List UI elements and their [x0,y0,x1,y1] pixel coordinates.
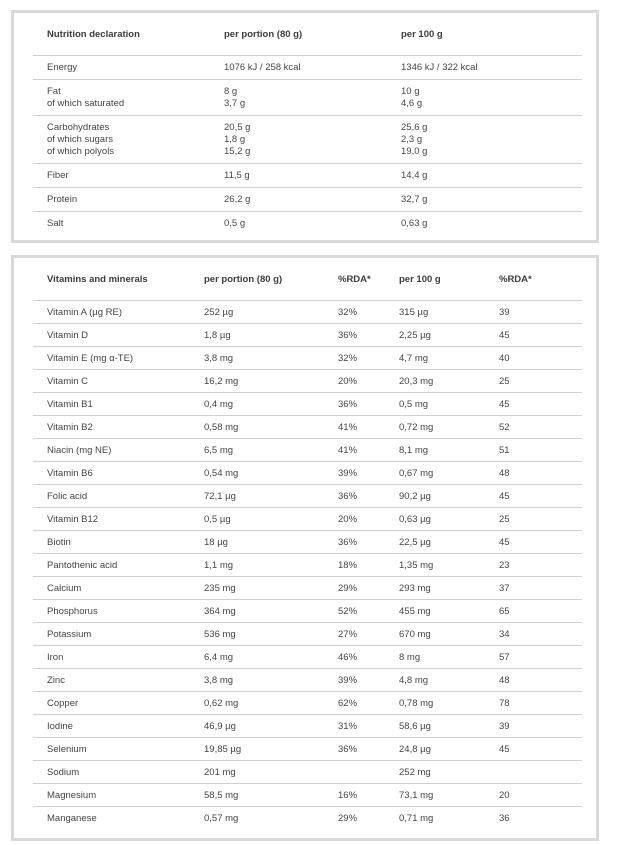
nutrition-row [33,164,582,188]
vitamin-row [33,715,582,738]
nutrient-value: 10 g [401,86,420,97]
per-100g-value: 2,25 µg [399,330,431,341]
rda-100g-value: 25 [499,376,510,387]
vitamin-name: Vitamin B12 [47,514,99,525]
rda-100g-value: 25 [499,514,510,525]
per-100g-value: 8 mg [399,652,421,663]
nutrient-label: of which polyols [47,146,115,157]
vitamin-row [33,623,582,646]
vitamin-row [33,439,582,462]
rda-portion-value: 36% [338,537,358,548]
vitamin-name: Biotin [47,537,71,548]
nutrient-label: of which saturated [47,98,125,109]
vitamin-row [33,600,582,623]
per-portion-value: 252 µg [204,307,234,318]
per-portion-value: 0,5 µg [204,514,231,525]
per-portion-value: 18 µg [204,537,228,548]
rda-portion-value: 46% [338,652,358,663]
per-100g-value: 22,5 µg [399,537,431,548]
column-header: Vitamins and minerals [47,274,148,285]
column-header: per portion (80 g) [224,29,303,40]
per-100g-value: 0,67 mg [399,468,434,479]
vitamin-row [33,646,582,669]
rda-portion-value: 36% [338,399,358,410]
nutrient-value: 0,63 g [401,218,428,229]
per-100g-value: 90,2 µg [399,491,431,502]
per-100g-value: 73,1 mg [399,790,434,801]
per-100g-value: 0,72 mg [399,422,434,433]
per-100g-value: 0,5 mg [399,399,429,410]
rda-100g-value: 45 [499,537,510,548]
vitamin-name: Selenium [47,744,87,755]
vitamin-name: Vitamin C [47,376,89,387]
rda-100g-value: 37 [499,583,510,594]
rda-portion-value: 32% [338,353,358,364]
vitamin-name: Vitamin E (mg α-TE) [47,353,134,364]
rda-100g-value: 48 [499,468,510,479]
vitamin-name: Folic acid [47,491,88,502]
rda-100g-value: 34 [499,629,510,640]
vitamin-name: Copper [47,698,79,709]
vitamin-name: Niacin (mg NE) [47,445,112,456]
vitamin-row [33,416,582,439]
column-header: %RDA* [338,274,371,285]
nutrient-label: of which sugars [47,134,114,145]
rda-portion-value: 29% [338,583,358,594]
per-portion-value: 0,4 mg [204,399,234,410]
rda-100g-value: 52 [499,422,510,433]
vitamin-row [33,393,582,416]
per-100g-value: 58,6 µg [399,721,431,732]
vitamin-row [33,738,582,761]
rda-portion-value: 36% [338,330,358,341]
per-portion-value: 16,2 mg [204,376,239,387]
per-100g-value: 670 mg [399,629,431,640]
vitamin-name: Iron [47,652,64,663]
nutrient-label: Protein [47,194,78,205]
rda-100g-value: 23 [499,560,510,571]
per-100g-value: 4,7 mg [399,353,429,364]
vitamin-name: Pantothenic acid [47,560,118,571]
rda-100g-value: 39 [499,307,510,318]
vitamin-row [33,485,582,508]
nutrient-value: 0,5 g [224,218,246,229]
vitamin-row [33,462,582,485]
rda-portion-value: 41% [338,422,358,433]
per-100g-value: 8,1 mg [399,445,429,456]
nutrient-value: 20,5 g [224,122,251,133]
per-100g-value: 0,63 µg [399,514,431,525]
per-portion-value: 0,57 mg [204,813,239,824]
rda-100g-value: 36 [499,813,510,824]
rda-portion-value: 27% [338,629,358,640]
vitamins-minerals-table [11,255,599,841]
per-100g-value: 0,71 mg [399,813,434,824]
nutrient-value: 3,7 g [224,98,246,109]
nutrient-value: 19,0 g [401,146,428,157]
rda-portion-value: 36% [338,744,358,755]
vitamin-row [33,554,582,577]
per-portion-value: 0,58 mg [204,422,239,433]
vitamin-row [33,577,582,600]
vitamin-name: Magnesium [47,790,97,801]
vitamin-row [33,692,582,715]
rda-100g-value: 40 [499,353,510,364]
rda-100g-value: 45 [499,399,510,410]
per-portion-value: 72,1 µg [204,491,236,502]
rda-portion-value: 41% [338,445,358,456]
rda-portion-value: 16% [338,790,358,801]
column-header: per portion (80 g) [204,274,283,285]
per-portion-value: 46,9 µg [204,721,236,732]
per-portion-value: 0,54 mg [204,468,239,479]
per-portion-value: 3,8 mg [204,675,234,686]
per-portion-value: 235 mg [204,583,236,594]
nutrient-value: 4,6 g [401,98,423,109]
nutrient-value: 11,5 g [224,170,250,181]
vitamin-name: Vitamin B6 [47,468,93,479]
vitamin-name: Phosphorus [47,606,98,617]
nutrition-row [33,56,582,80]
vitamin-row [33,669,582,692]
vitamin-name: Calcium [47,583,82,594]
vitamin-name: Vitamin A (µg RE) [47,307,122,318]
vitamin-row [33,370,582,393]
nutrient-value: 14,4 g [401,170,428,181]
nutrition-row [33,212,582,235]
nutrient-value: 32,7 g [401,194,428,205]
nutrient-label: Energy [47,62,78,73]
rda-portion-value: 52% [338,606,358,617]
vitamin-row [33,761,582,784]
per-100g-value: 20,3 mg [399,376,434,387]
nutrient-value: 26,2 g [224,194,251,205]
rda-100g-value: 48 [499,675,510,686]
per-portion-value: 536 mg [204,629,236,640]
vitamin-name: Vitamin B1 [47,399,93,410]
vitamin-row [33,807,582,829]
vitamin-row [33,531,582,554]
rda-100g-value: 57 [499,652,510,663]
nutrient-value: 1076 kJ / 258 kcal [224,62,301,73]
rda-portion-value: 31% [338,721,358,732]
vitamin-name: Iodine [47,721,73,732]
rda-100g-value: 45 [499,330,510,341]
column-header: per 100 g [399,274,441,285]
nutrient-value: 1346 kJ / 322 kcal [401,62,478,73]
vitamins-header-row [33,258,582,301]
per-portion-value: 6,5 mg [204,445,234,456]
rda-100g-value: 39 [499,721,510,732]
rda-portion-value: 20% [338,376,358,387]
rda-portion-value: 62% [338,698,358,709]
per-100g-value: 455 mg [399,606,431,617]
nutrient-value: 2,3 g [401,134,423,145]
per-portion-value: 0,62 mg [204,698,239,709]
per-portion-value: 1,8 µg [204,330,231,341]
vitamin-row [33,347,582,370]
rda-100g-value: 51 [499,445,510,456]
nutrient-value: 8 g [224,86,238,97]
rda-portion-value: 18% [338,560,358,571]
nutrition-row [33,80,582,116]
vitamin-name: Manganese [47,813,97,824]
nutrient-label: Fiber [47,170,69,181]
rda-100g-value: 45 [499,744,510,755]
vitamin-row [33,508,582,531]
per-100g-value: 252 mg [399,767,431,778]
per-100g-value: 0,78 mg [399,698,434,709]
vitamin-row [33,324,582,347]
rda-100g-value: 45 [499,491,510,502]
nutrition-declaration-table [11,10,599,243]
per-portion-value: 1,1 mg [204,560,234,571]
rda-portion-value: 39% [338,675,358,686]
per-portion-value: 201 mg [204,767,236,778]
nutrient-value: 25,6 g [401,122,428,133]
vitamin-name: Vitamin B2 [47,422,93,433]
per-portion-value: 19,85 µg [204,744,242,755]
per-100g-value: 4,8 mg [399,675,429,686]
per-portion-value: 6,4 mg [204,652,234,663]
nutrient-label: Salt [47,218,64,229]
rda-100g-value: 78 [499,698,510,709]
nutrition-row [33,188,582,212]
per-portion-value: 364 mg [204,606,236,617]
rda-portion-value: 20% [338,514,358,525]
per-100g-value: 24,8 µg [399,744,431,755]
nutrient-label: Carbohydrates [47,122,110,133]
per-100g-value: 293 mg [399,583,431,594]
vitamin-row [33,784,582,807]
vitamin-name: Potassium [47,629,92,640]
vitamin-name: Zinc [47,675,65,686]
per-portion-value: 58,5 mg [204,790,239,801]
nutrient-label: Fat [47,86,61,97]
nutrition-row [33,116,582,164]
per-100g-value: 1,35 mg [399,560,434,571]
vitamin-row [33,301,582,324]
column-header: Nutrition declaration [47,29,140,40]
vitamin-name: Sodium [47,767,80,778]
rda-100g-value: 20 [499,790,510,801]
nutrition-header-row [33,13,582,56]
nutrient-value: 1,8 g [224,134,246,145]
column-header: per 100 g [401,29,443,40]
per-100g-value: 315 µg [399,307,429,318]
per-portion-value: 3,8 mg [204,353,234,364]
column-header: %RDA* [499,274,532,285]
rda-portion-value: 36% [338,491,358,502]
vitamin-name: Vitamin D [47,330,89,341]
rda-100g-value: 65 [499,606,510,617]
rda-portion-value: 32% [338,307,358,318]
rda-portion-value: 29% [338,813,358,824]
nutrient-value: 15,2 g [224,146,251,157]
rda-portion-value: 39% [338,468,358,479]
